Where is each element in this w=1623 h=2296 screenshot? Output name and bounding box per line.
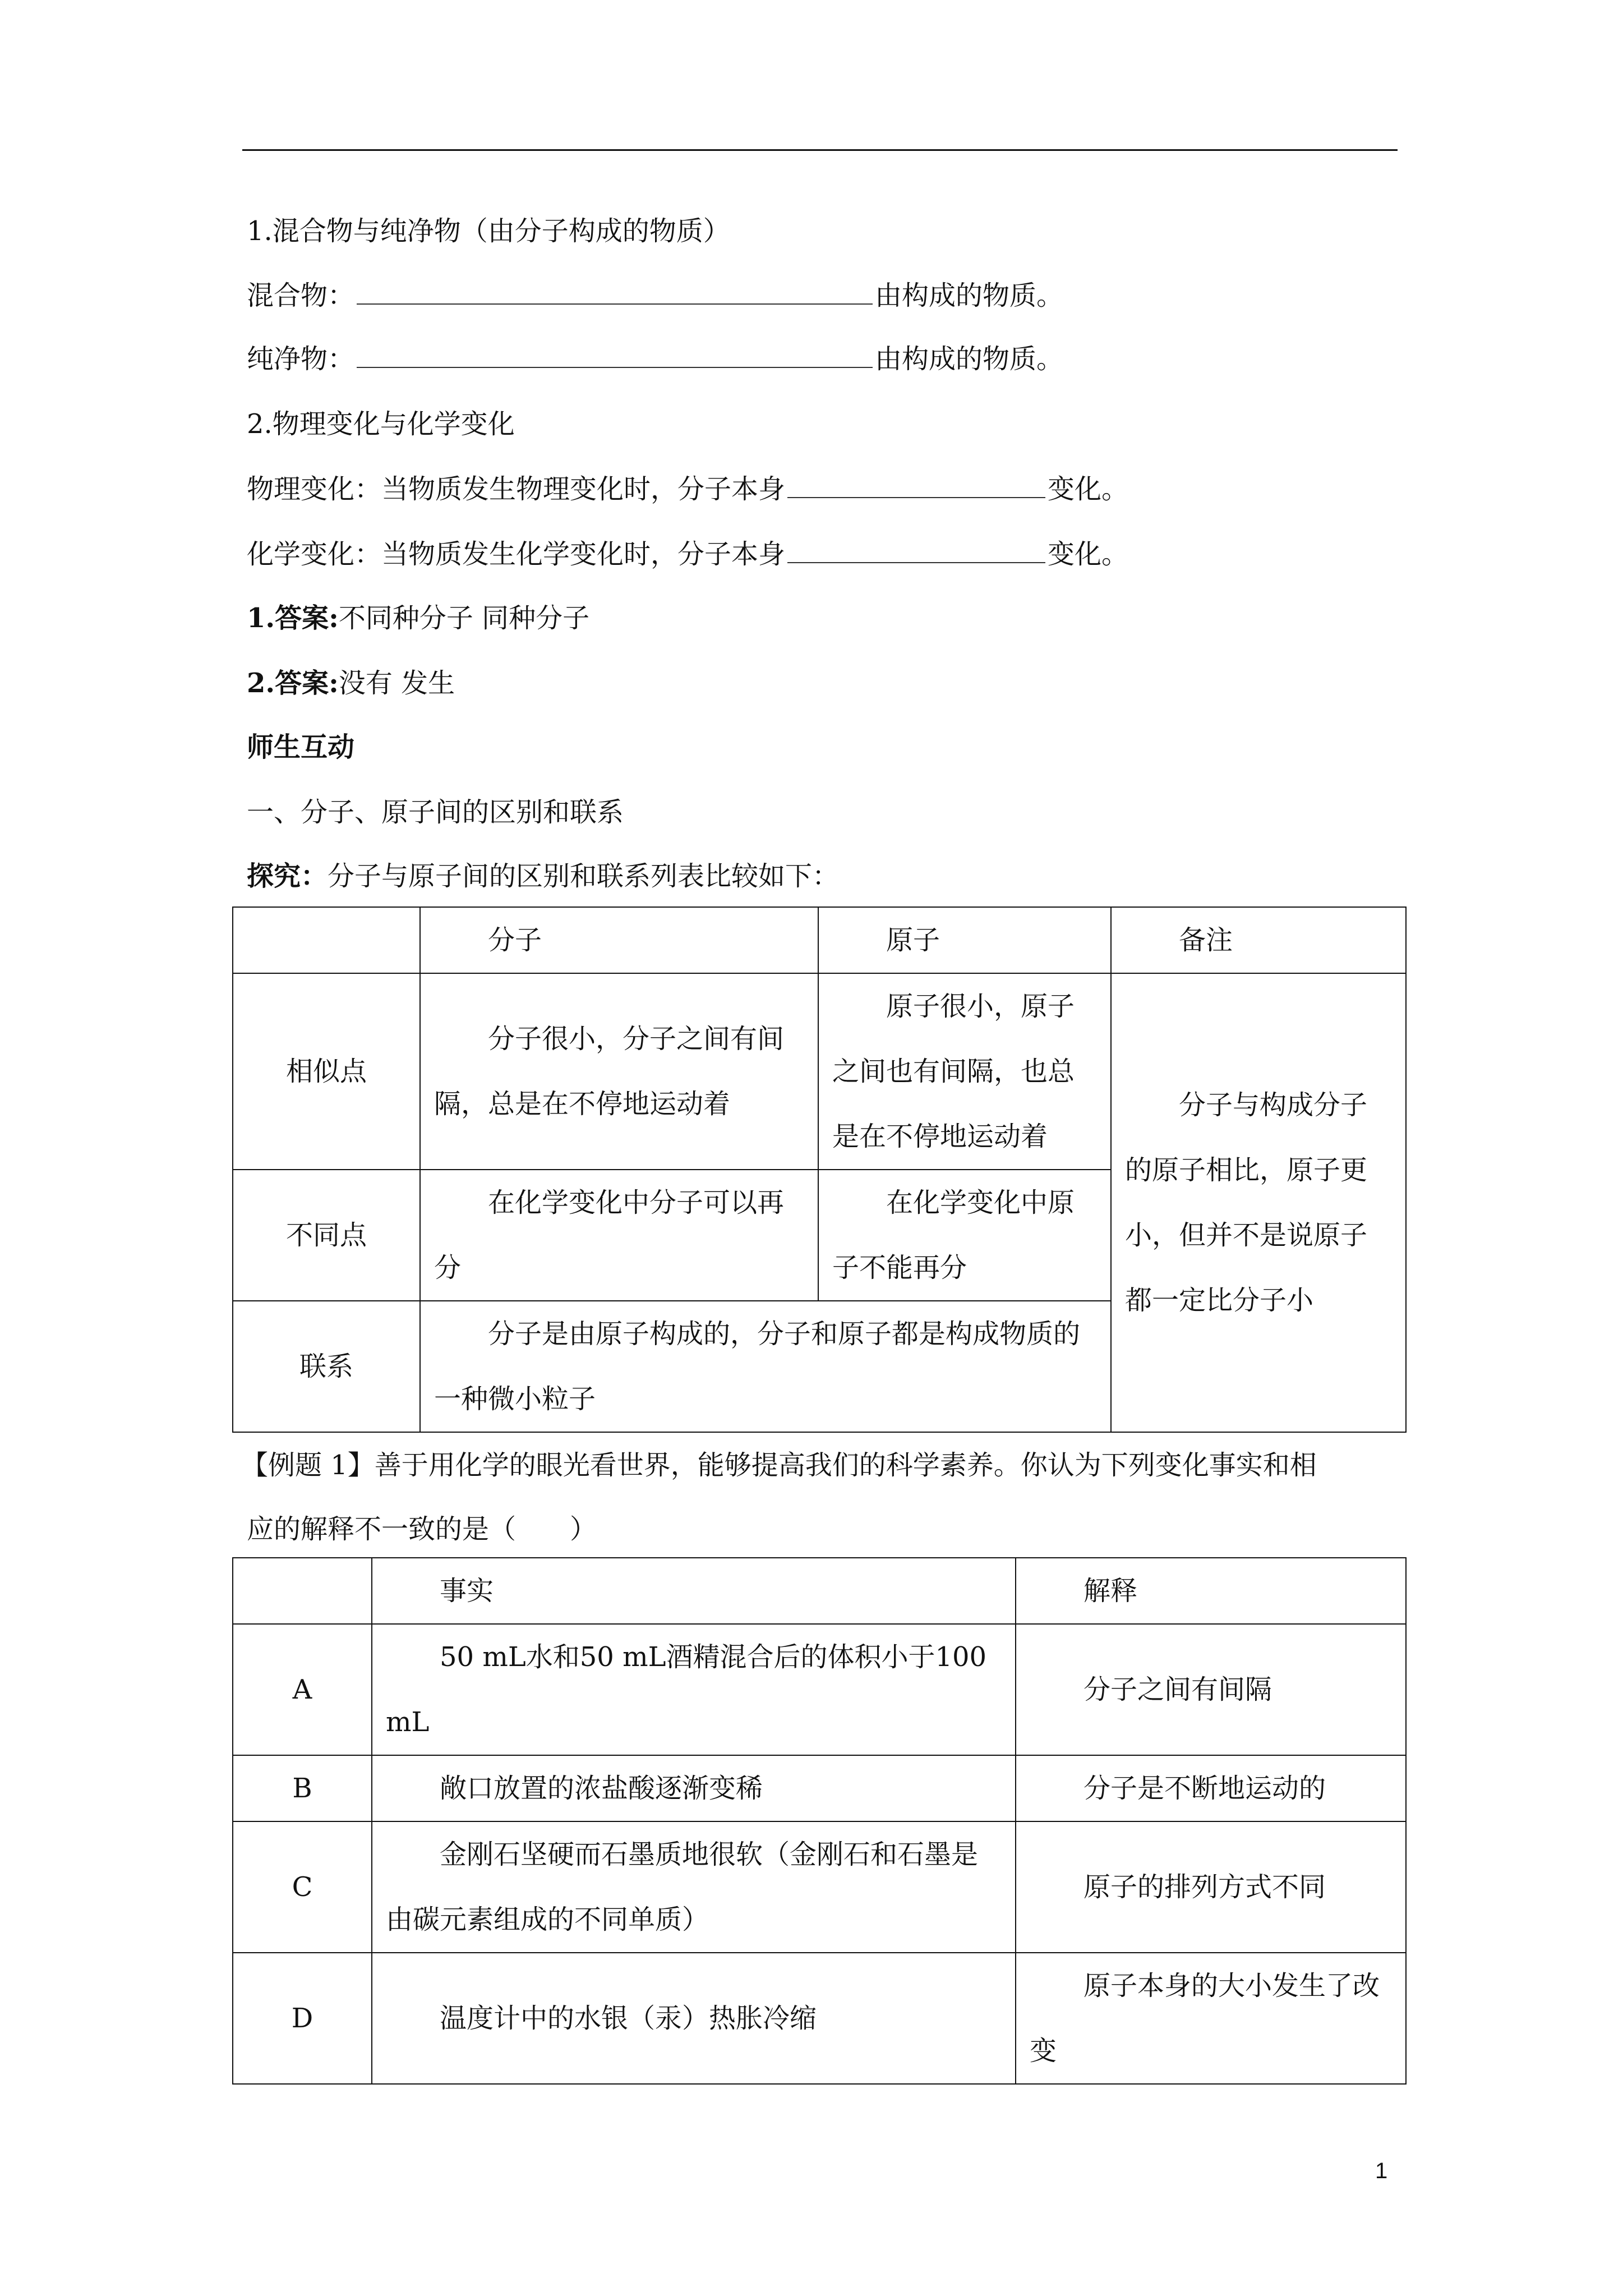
option-a: A [233,1624,372,1755]
option-b: B [233,1755,372,1821]
explanation-d: 原子本身的大小发生了改变 [1016,1953,1406,2084]
header-note: 备注 [1111,907,1406,973]
example1-line1: 【例题 1】善于用化学的眼光看世界，能够提高我们的科学素养。你认为下列变化事实和相 [241,1450,1317,1481]
pure-line [247,342,1063,376]
example1-line2: 应的解释不一致的是（ ） [247,1513,597,1545]
similar-atom: 原子很小，原子之间也有间隔，也总是在不停地运动着 [818,973,1111,1170]
explanation-b: 分子是不断地运动的 [1016,1755,1406,1821]
interaction-heading: 师生互动 [247,731,355,763]
chemical-change-suffix: 变化。 [1048,539,1129,570]
pure-blank [357,366,873,368]
explanation-a: 分子之间有间隔 [1016,1624,1406,1755]
explore-line [247,859,839,893]
header-rule [242,149,1398,151]
relation-label: 联系 [233,1301,420,1432]
mixture-blank [357,303,873,305]
physical-change-line [247,472,1128,506]
mixture-line [247,279,1063,312]
similar-label: 相似点 [233,973,420,1170]
header-explanation: 解释 [1016,1558,1406,1624]
answer-2-text: 没有 发生 [338,668,455,699]
header-option-cell [233,1558,372,1624]
relation-text: 分子是由原子构成的，分子和原子都是构成物质的一种微小粒子 [420,1301,1111,1432]
section2-heading: 2.物理变化与化学变化 [247,408,515,440]
table-row [233,1953,1406,2084]
pure-suffix: 由构成的物质。 [875,343,1064,375]
note-cell: 分子与构成分子的原子相比，原子更小，但并不是说原子都一定比分子小 [1111,973,1406,1432]
part1-heading: 一、分子、原子间的区别和联系 [247,797,624,828]
table-row [233,1755,1406,1821]
fact-d: 温度计中的水银（汞）热胀冷缩 [372,1953,1016,2084]
different-label: 不同点 [233,1170,420,1301]
explore-label: 探究： [247,861,328,892]
header-empty-cell [233,907,420,973]
physical-change-suffix: 变化。 [1048,473,1129,505]
section1-heading: 1.混合物与纯净物（由分子构成的物质） [247,215,730,247]
fact-c: 金刚石坚硬而石墨质地很软（金刚石和石墨是由碳元素组成的不同单质） [372,1821,1016,1953]
table-header-row [233,907,1406,973]
page-number: 1 [1375,2159,1388,2183]
fact-a: 50 mL水和50 mL酒精混合后的体积小于100 mL [372,1624,1016,1755]
header-molecule: 分子 [420,907,818,973]
explore-text: 分子与原子间的区别和联系列表比较如下： [328,861,840,892]
option-d: D [233,1953,372,2084]
mixture-suffix: 由构成的物质。 [875,280,1064,311]
header-fact: 事实 [372,1558,1016,1624]
chemical-change-blank [787,562,1045,563]
option-c: C [233,1821,372,1953]
pure-label: 纯净物： [247,343,355,375]
mixture-label: 混合物： [247,280,355,311]
answer-2-label: 2.答案: [247,668,339,699]
table-row [233,973,1406,1170]
fact-b: 敞口放置的浓盐酸逐渐变稀 [372,1755,1016,1821]
header-atom: 原子 [818,907,1111,973]
chemical-change-line [247,537,1128,571]
chemical-change-prefix: 化学变化：当物质发生化学变化时，分子本身 [247,539,786,570]
physical-change-blank [787,496,1045,498]
answer-1-text: 不同种分子 同种分子 [338,602,590,634]
different-molecule: 在化学变化中分子可以再分 [420,1170,818,1301]
example-table [232,1557,1407,2085]
explanation-c: 原子的排列方式不同 [1016,1821,1406,1953]
answer-2 [247,666,455,700]
physical-change-prefix: 物理变化：当物质发生物理变化时，分子本身 [247,473,786,505]
answer-1-label: 1.答案: [247,602,339,634]
table-row [233,1821,1406,1953]
molecule-atom-compare-table [232,907,1407,1433]
different-atom: 在化学变化中原子不能再分 [818,1170,1111,1301]
similar-molecule: 分子很小，分子之间有间隔，总是在不停地运动着 [420,973,818,1170]
table-header-row [233,1558,1406,1624]
answer-1 [247,601,589,635]
table-row [233,1624,1406,1755]
